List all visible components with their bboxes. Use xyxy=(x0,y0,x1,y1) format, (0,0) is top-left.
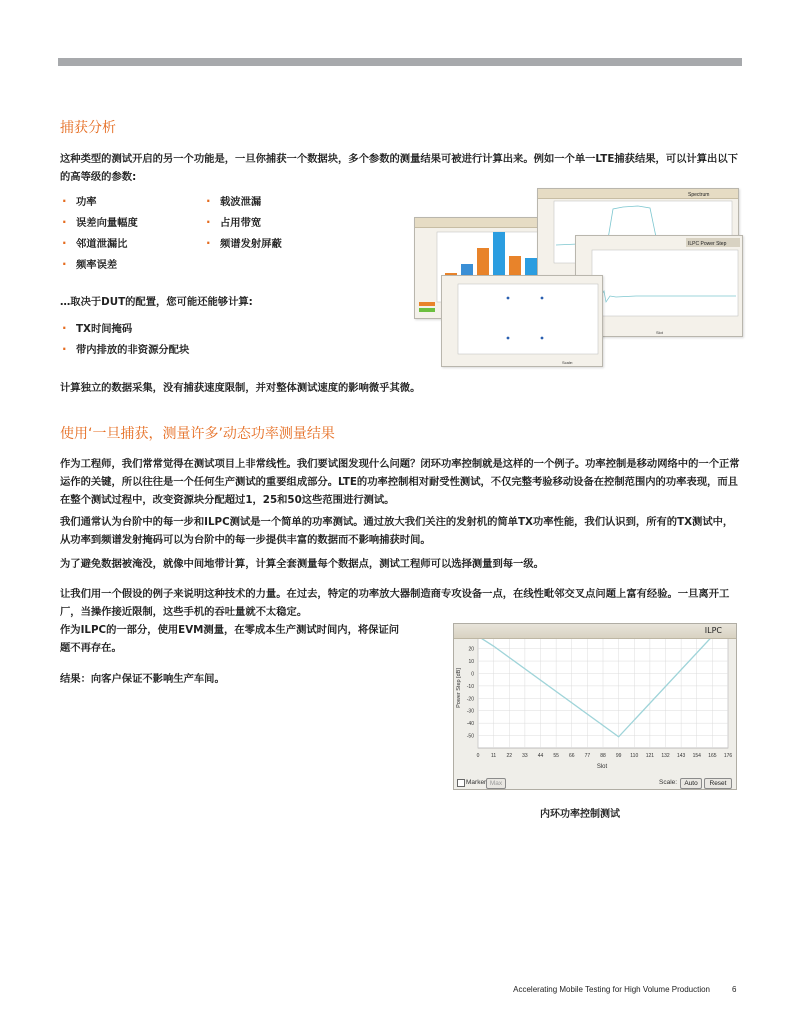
bullet-dot: · xyxy=(62,236,67,250)
bullet-dot: · xyxy=(206,236,211,250)
param-carrier-leakage: · 载波泄漏 xyxy=(206,194,262,208)
paragraph-evm-line2: 题不再存在。 xyxy=(60,642,122,654)
x-tick-label: 66 xyxy=(568,753,575,759)
y-tick-label: 20 xyxy=(468,646,474,653)
x-tick-label: 154 xyxy=(692,753,701,759)
bullet-dot: · xyxy=(62,321,67,335)
paragraph-evm-line1: 作为ILPC的一部分，使用EVM测量，在零成本生产测试时间内，将保证问 xyxy=(60,624,400,636)
x-tick-label: 33 xyxy=(522,753,528,759)
y-tick-label: 10 xyxy=(468,659,474,666)
result-paragraph: 结果：向客户保证不影响生产车间。 xyxy=(60,673,225,685)
bullet-dot: · xyxy=(62,215,67,229)
y-tick-label: -30 xyxy=(466,708,474,715)
x-tick-label: 121 xyxy=(645,753,655,759)
x-tick-label: 99 xyxy=(615,753,622,759)
bullet-dot: · xyxy=(206,215,211,229)
param-evm: · 误差向量幅度 xyxy=(62,215,138,229)
paragraph-engineer: 作为工程师，我们常常觉得在测试项目上非常线性。我们要试图发现什么问题？闭环功率控制就是这样的一个例子。功率控制是移动网络中的一个正常运作的关键，所以往往是一个任何生产测试的重要组成部分。LTE的功率控制相对耐受性测试，不仅完整考验移动设备在控制范围内的功率表现，而且在整个测试过程中，改变资源块分配超过1，25和50这些范围进行测试。 xyxy=(60,458,740,506)
constellation-window xyxy=(441,275,603,367)
ilpc-caption: 内环功率控制测试 xyxy=(540,809,620,820)
bullet-dot: · xyxy=(62,194,67,208)
bullet-dot: · xyxy=(206,194,211,208)
x-tick-label: 55 xyxy=(553,753,559,759)
intro-paragraph: 这种类型的测试开启的另一个功能是，一旦你捕获一个数据块，多个参数的测量结果可被进行计算出来。例如一个单一LTE捕获结果，可以计算出以下的高等级的参数: xyxy=(60,153,738,183)
x-tick-label: 165 xyxy=(708,753,717,759)
x-tick-label: 44 xyxy=(537,753,544,759)
param-power: · 功率 xyxy=(62,194,97,208)
ilpc-window-title: ILPC xyxy=(704,626,722,635)
x-tick-label: 88 xyxy=(600,753,606,759)
x-tick-label: 132 xyxy=(661,753,670,759)
section-heading-dynamic: 使用‘一旦捕获，测量许多’动态功率测量结果 xyxy=(60,426,335,442)
bullet-dot: · xyxy=(62,257,67,271)
dut-item-tx-mask: · TX时间掩码 xyxy=(62,321,133,335)
dut-note: …取决于DUT的配置，您可能还能够计算: xyxy=(60,296,253,308)
y-tick-label: 0 xyxy=(471,671,474,678)
marker-label: Marker xyxy=(466,779,487,786)
param-aclr: · 邻道泄漏比 xyxy=(62,236,128,250)
ilpc-small-title: ILPC Power Step xyxy=(688,241,727,247)
constellation-scale: Scale: xyxy=(562,360,574,365)
conclusion-paragraph: 计算独立的数据采集，没有捕获速度限制，并对整体测试速度的影响微乎其微。 xyxy=(60,382,421,394)
footer-title: Accelerating Mobile Testing for High Volume Production xyxy=(513,985,710,994)
y-tick-label: -40 xyxy=(466,721,474,728)
ilpc-chart-window xyxy=(453,623,737,790)
small-xlabel: Slot xyxy=(656,330,663,335)
max-button[interactable]: Max xyxy=(486,778,506,789)
paragraph-ilpc: 我们通常认为台阶中的每一步和ILPC测试是一个简单的功率测试。通过放大我们关注的发射机的简单TX功率性能，我们认识到，所有的TX测试中，从功率到频谱发射掩码可以为台阶中的每一步提供丰富的数据而不影响捕获时间。 xyxy=(60,516,734,546)
y-tick-label: -50 xyxy=(466,733,474,740)
x-tick-label: 22 xyxy=(506,753,513,759)
x-tick-labels xyxy=(477,753,733,759)
x-tick-label: 176 xyxy=(723,753,733,759)
y-tick-label: -10 xyxy=(466,683,474,690)
y-tick-labels xyxy=(467,634,474,739)
param-occupied-bw: · 占用带宽 xyxy=(206,215,262,229)
x-tick-label: 77 xyxy=(584,753,591,759)
x-axis-label: Slot xyxy=(596,764,608,770)
top-rule xyxy=(58,58,742,66)
x-tick-label: 143 xyxy=(676,753,686,759)
scale-label: Scale: xyxy=(659,779,678,786)
page-number: 6 xyxy=(732,985,737,994)
constellation-thumbnail xyxy=(442,276,602,366)
param-sem: · 频谱发射屏蔽 xyxy=(206,236,282,250)
y-tick-label: -20 xyxy=(466,696,474,703)
ilpc-window-header xyxy=(454,624,736,639)
x-tick-label: 110 xyxy=(630,753,639,759)
marker-checkbox[interactable] xyxy=(457,779,465,787)
reset-button[interactable]: Reset xyxy=(704,778,732,789)
bullet-dot: · xyxy=(62,342,67,356)
auto-button[interactable]: Auto xyxy=(680,778,702,789)
paragraph-avoid: 为了避免数据被淹没，就像中间地带计算，计算全套测量每个数据点，测试工程师可以选择测量到每一级。 xyxy=(60,558,544,570)
paragraph-example: 让我们用一个假设的例子来说明这种技术的力量。在过去，特定的功率放大器制造商专攻设备一点，在线性毗邻交叉点问题上富有经验。一旦离开工厂，当操作接近限制，这些手机的吞吐量就不太稳定。 xyxy=(60,588,730,618)
dut-item-inband: · 带内排放的非资源分配块 xyxy=(62,342,190,356)
spectrum-title: Spectrum xyxy=(688,192,710,198)
ilpc-chart xyxy=(454,624,736,774)
x-tick-label: 0 xyxy=(476,753,480,759)
param-freq-error: · 频率误差 xyxy=(62,257,118,271)
x-tick-label: 11 xyxy=(491,753,497,759)
section-heading-capture: 捕获分析 xyxy=(60,120,116,136)
y-axis-label: Power Step [dB] xyxy=(456,668,462,708)
